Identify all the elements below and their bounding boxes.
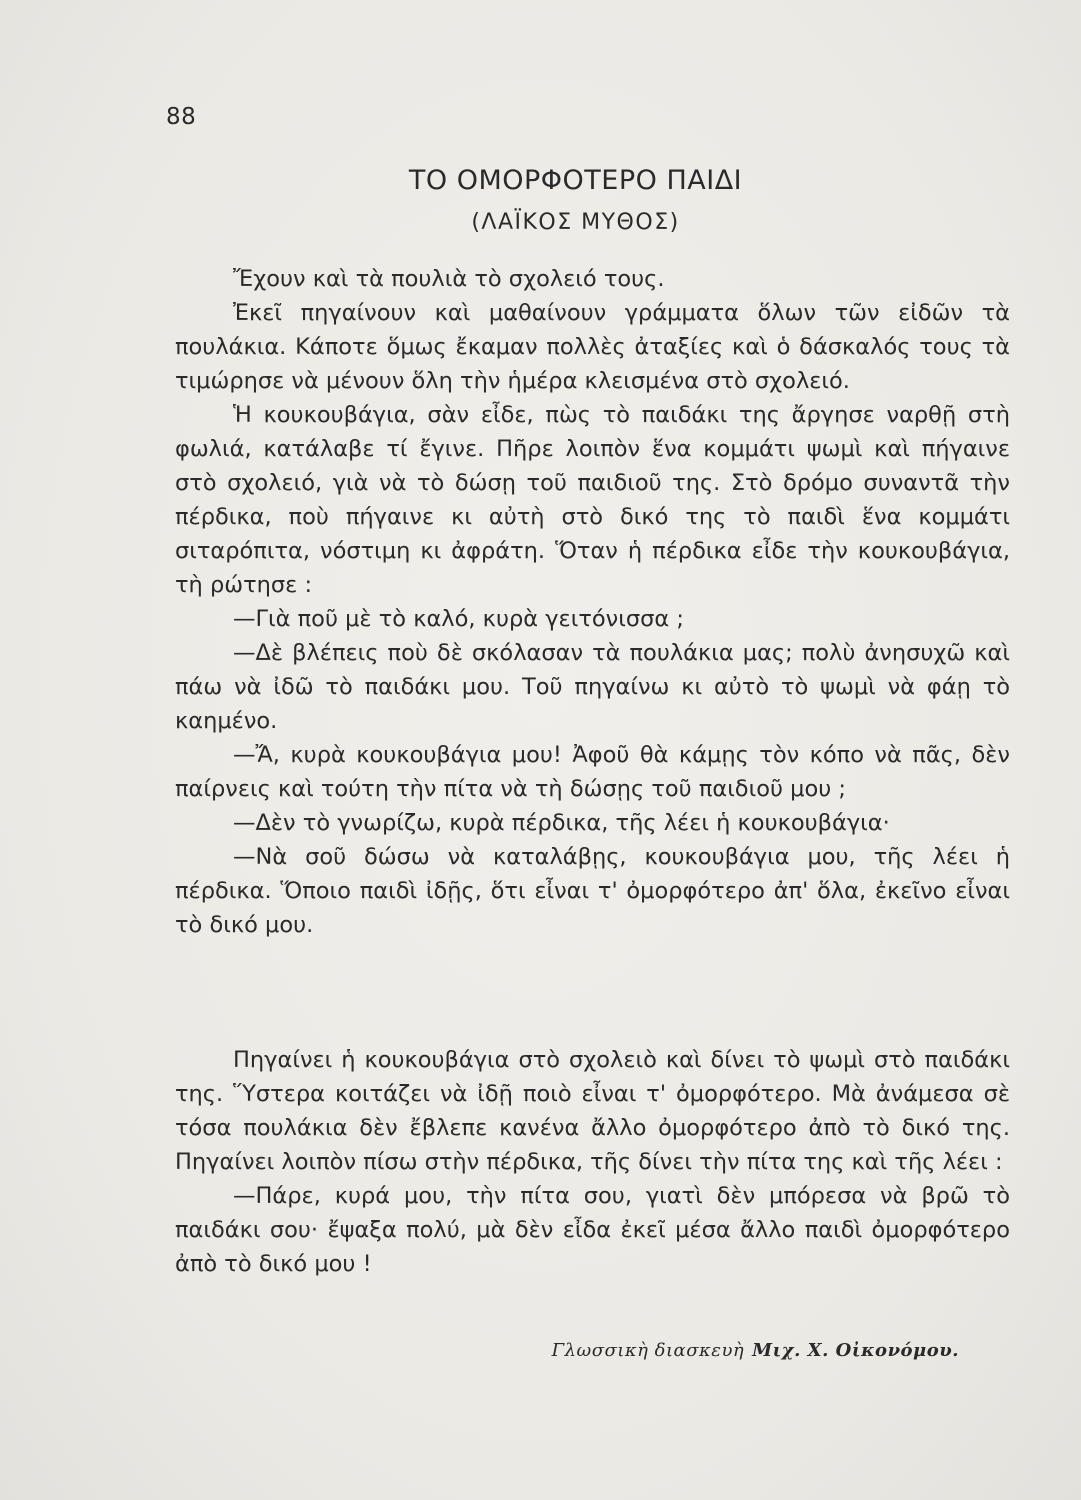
- page-number: 88: [166, 104, 197, 130]
- story-body-part1: [175, 262, 1010, 942]
- dialogue-line: —Πάρε, κυρά μου, τὴν πίτα σου, γιατὶ δὲν μπόρεσα νὰ βρῶ τὸ παιδάκι σου· ἔψαξα πολύ, μὰ δὲν εἶδα ἐκεῖ μέσα ἄλλο παιδὶ ὀμορφότερο ἀπὸ τὸ δικό μου !: [175, 1183, 1010, 1277]
- paragraph: Ἐκεῖ πηγαίνουν καὶ μαθαίνουν γράμματα ὅλων τῶν εἰδῶν τὰ πουλάκια. Κάποτε ὅμως ἔκαμαν πολλὲς ἀταξίες καὶ ὁ δάσκαλός τους τὰ τιμώρησε νὰ μένουν ὅλη τὴν ἡμέρα κλεισμένα στὸ σχολειό.: [175, 300, 1010, 394]
- story-subtitle: (ΛΑΪΚΟΣ ΜΥΘΟΣ): [471, 210, 680, 235]
- dialogue-line: —Ἄ, κυρὰ κουκουβάγια μου! Ἀφοῦ θὰ κάμῃς τὸν κόπο νὰ πᾶς, δὲν παίρνεις καὶ τούτη τὴν πίτα νὰ τὴ δώσῃς τοῦ παιδιοῦ μου ;: [175, 742, 1010, 802]
- paragraph: Πηγαίνει ἡ κουκουβάγια στὸ σχολειὸ καὶ δίνει τὸ ψωμὶ στὸ παιδάκι της. Ὕστερα κοιτάζει νὰ ἰδῇ ποιὸ εἶναι τ' ὀμορφότερο. Μὰ ἀνάμεσα σὲ τόσα πουλάκια δὲν ἔβλεπε κανένα ἄλλο ὀμορφότερο ἀπὸ τὸ δικό της. Πηγαίνει λοιπὸν πίσω στὴν πέρδικα, τῆς δίνει τὴν πίτα της καὶ τῆς λέει :: [175, 1047, 1010, 1175]
- paragraph: Ἡ κουκουβάγια, σὰν εἶδε, πὼς τὸ παιδάκι της ἄργησε ναρθῇ στὴ φωλιά, κατάλαβε τί ἔγινε. Πῆρε λοιπὸν ἕνα κομμάτι ψωμὶ καὶ πήγαινε στὸ σχολειό, γιὰ νὰ τὸ δώσῃ τοῦ παιδιοῦ της. Στὸ δρόμο συναντᾶ τὴν πέρδικα, ποὺ πήγαινε κι αὐτὴ στὸ δικό της τὸ παιδὶ ἕνα κομμάτι σιταρόπιτα, νόστιμη κι ἀφράτη. Ὅταν ἡ πέρδικα εἶδε τὴν κουκουβάγια, τὴ ρώτησε :: [175, 402, 1010, 598]
- dialogue-line: —Δὲ βλέπεις ποὺ δὲ σκόλασαν τὰ πουλάκια μας; πολὺ ἀνησυχῶ καὶ πάω νὰ ἰδῶ τὸ παιδάκι μου. Τοῦ πηγαίνω κι αὐτὸ τὸ ψωμὶ νὰ φάῃ τὸ καημένο.: [175, 640, 1010, 734]
- dialogue-line: —Νὰ σοῦ δώσω νὰ καταλάβῃς, κουκουβάγια μου, τῆς λέει ἡ πέρδικα. Ὅποιο παιδὶ ἰδῇς, ὅτι εἶναι τ' ὀμορφότερο ἀπ' ὅλα, ἐκεῖνο εἶναι τὸ δικό μου.: [175, 844, 1010, 938]
- attribution-label: Γλωσσικὴ διασκευὴ: [551, 1340, 745, 1361]
- attribution: [552, 1340, 959, 1361]
- dialogue-line: —Γιὰ ποῦ μὲ τὸ καλό, κυρὰ γειτόνισσα ;: [233, 606, 684, 632]
- dialogue-line: —Δὲν τὸ γνωρίζω, κυρὰ πέρδικα, τῆς λέει ἡ κουκουβάγια·: [233, 810, 890, 836]
- paragraph: Ἔχουν καὶ τὰ πουλιὰ τὸ σχολειό τους.: [233, 266, 665, 292]
- attribution-author: Μιχ. Χ. Οἰκονόμου.: [752, 1340, 959, 1361]
- story-body-part2: [175, 1043, 1010, 1281]
- story-title: ΤΟ ΟΜΟΡΦΟΤΕΡΟ ΠΑΙΔΙ: [408, 165, 743, 196]
